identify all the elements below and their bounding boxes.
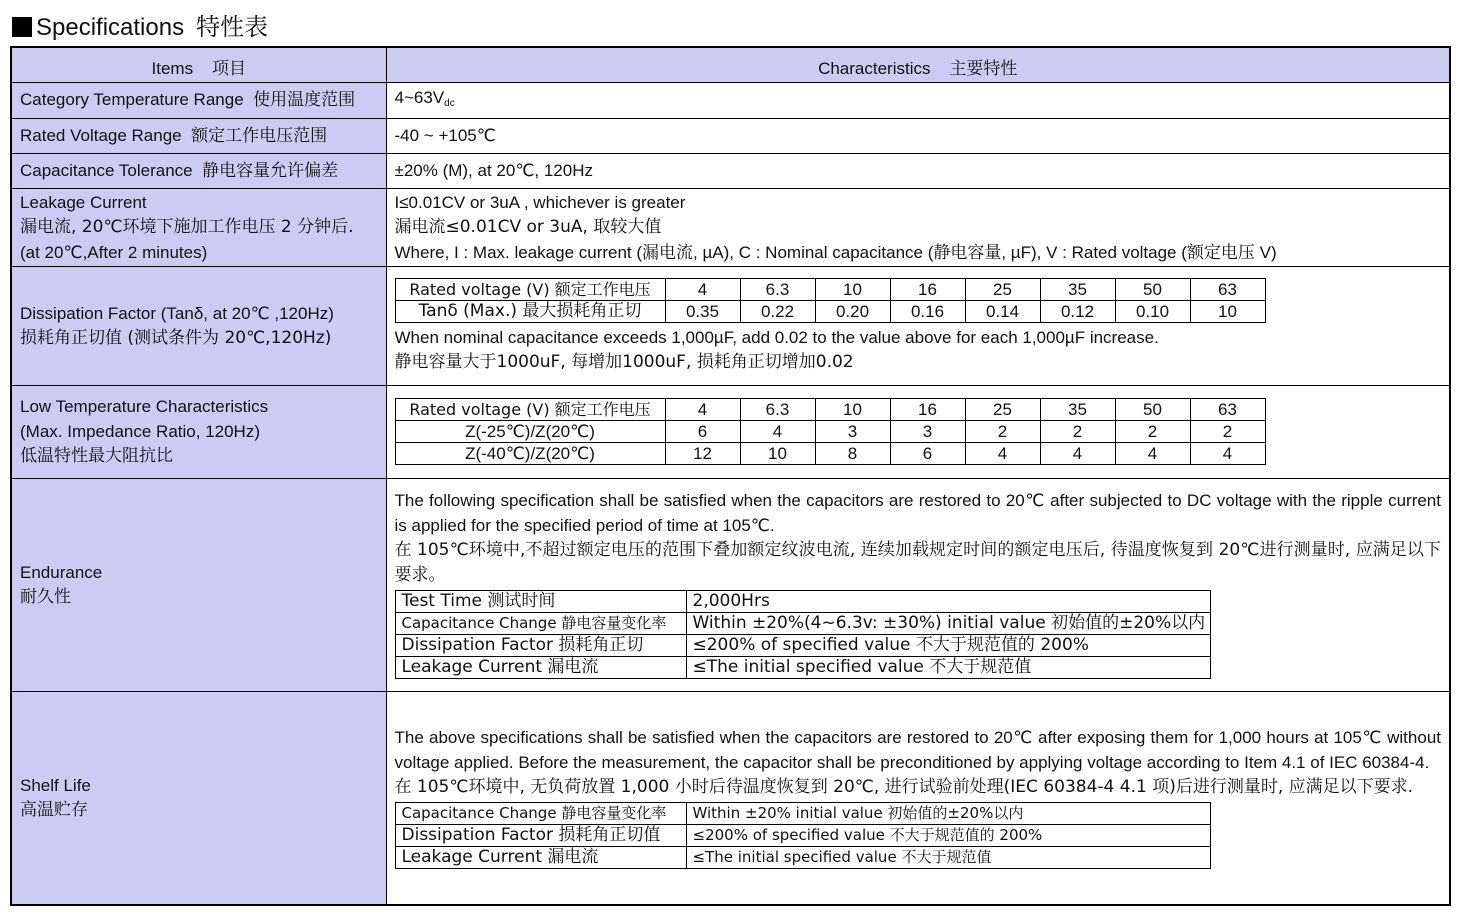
spec-row [395,802,1210,824]
spec-value [686,613,1210,635]
row-capacitance-tolerance [11,153,1450,188]
label-line-1: Dissipation Factor (Tanδ, at 20℃ ,120Hz) [20,303,334,323]
label-line-2: 漏电流, 20℃环境下施加工作电压 2 分钟后. [20,216,354,237]
row-rated-voltage [11,118,1450,153]
impedance-cell: 3 [815,421,890,443]
endurance-paragraph-zh: 在 105℃环境中,不超过额定电压的范围下叠加额定纹波电流, 连续加载规定时间的额定电压后, 待温度恢复到 20℃进行测量时, 应满足以下要求。 [394,540,1441,585]
label-endurance [11,478,386,691]
label-en: Endurance [20,562,103,582]
spec-value [686,802,1210,824]
row-endurance [11,478,1450,691]
impedance-row-minus40 [395,443,1265,465]
impedance-row-minus25 [395,421,1265,443]
spec-value-text: ≤200% of specified value 不大于规范值的 200% [692,825,1043,844]
spec-value-text: ≤The initial specified value 不大于规范值 [692,657,1032,677]
spec-key [395,824,686,846]
spec-key-text: Leakage Current 漏电流 [401,846,599,867]
voltage-cell: 35 [1040,279,1115,301]
shelf-paragraph-en: The above specifications shall be satisfied when the capacitors are restored to 20℃ after exposing them for 1,000 hours at 105℃ without voltage applied. Before the measurement, the capacitor shall be preconditioned by applying voltage according to Item 4.1 of IEC 60384-4. [394,727,1441,772]
impedance-cell: 3 [890,421,965,443]
label-shelf-life [11,691,386,905]
impedance-cell: 2 [1040,421,1115,443]
spec-row [395,846,1210,868]
spec-row [395,824,1210,846]
value-main: 4~63V [394,87,445,107]
value-dissipation-factor [386,266,1450,385]
spec-row [395,613,1210,635]
header-characteristics [386,47,1450,82]
tan-delta-cell: 0.10 [1115,301,1190,323]
spec-key-text: Test Time 测试时间 [401,591,556,611]
label-zh: 使用温度范围 [253,90,356,110]
z-minus40-label: Z(-40℃)/Z(20℃) [395,443,665,465]
voltage-cell: 50 [1115,279,1190,301]
spec-row [395,657,1210,679]
dissipation-note-zh: 静电容量大于1000uF, 每增加1000uF, 损耗角正切增加0.02 [394,352,854,372]
spec-key [395,635,686,657]
dissipation-note-en: When nominal capacitance exceeds 1,000µF, add 0.02 to the value above for each 1,000µF increase. [394,328,1159,347]
voltage-cell: 50 [1115,399,1190,421]
voltage-cell: 63 [1190,399,1265,421]
spec-value-text: Within ±20% initial value 初始值的±20%以内 [692,803,1024,822]
spec-row [395,635,1210,657]
impedance-cell: 10 [740,443,815,465]
impedance-cell: 4 [740,421,815,443]
label-rated-voltage [11,118,386,153]
value-low-temperature [386,385,1450,478]
value-category-temperature [386,82,1450,118]
title-en: Specifications [36,14,185,41]
spec-key [395,846,686,868]
leakage-formula-zh: 漏电流≤0.01CV or 3uA, 取较大值 [394,216,662,237]
endurance-paragraph-en: The following specification shall be satisfied when the capacitors are restored to 20℃ after subjected to DC voltage with the ripple current is applied for the specified period of time at 105℃. [394,491,1441,535]
header-items-zh: 项目 [211,59,246,79]
label-capacitance-tolerance [11,153,386,188]
label-line-2: 损耗角正切值 (测试条件为 20℃,120Hz) [20,327,332,348]
impedance-cell: 2 [965,421,1040,443]
voltage-cell: 16 [890,279,965,301]
value-subscript: dc [444,97,455,109]
tan-delta-cell: 0.14 [965,301,1040,323]
header-items-en: Items [151,59,194,78]
tan-delta-cell: 0.20 [815,301,890,323]
rated-voltage-header: Rated voltage (V) 额定工作电压 [395,279,665,301]
rated-voltage-header: Rated voltage (V) 额定工作电压 [395,399,665,421]
label-low-temperature [11,385,386,478]
value-rated-voltage: -40 ~ +105℃ [386,118,1450,153]
label-en: Rated Voltage Range [20,125,182,145]
label-zh: 耐久性 [20,586,71,607]
spec-key-text: Dissipation Factor 损耗角正切值 [401,824,661,845]
leakage-where: Where, I : Max. leakage current (漏电流, µA), C : Nominal capacitance (静电容量, µF), V : Rated voltage (额定电压 V) [394,242,1277,262]
row-shelf-life [11,691,1450,905]
label-line-2: (Max. Impedance Ratio, 120Hz) [20,422,260,441]
impedance-cell: 6 [665,421,740,443]
label-line-1: Low Temperature Characteristics [20,397,269,416]
row-category-temperature [11,82,1450,118]
spec-key [395,591,686,613]
header-char-en: Characteristics [818,59,931,79]
tan-delta-label: Tanδ (Max.) 最大损耗角正切 [395,301,665,323]
impedance-cell: 4 [1190,443,1265,465]
voltage-cell: 4 [665,399,740,421]
label-en: Capacitance Tolerance [20,160,193,180]
spec-value [686,635,1210,657]
tan-delta-cell: 0.16 [890,301,965,323]
impedance-cell: 4 [1040,443,1115,465]
spec-key [395,657,686,679]
label-line-3: 低温特性最大阻抗比 [20,446,173,466]
shelf-table [395,802,1211,869]
row-leakage-current [11,188,1450,266]
endurance-table [395,590,1211,679]
page-title [12,12,268,43]
label-zh: 高温贮存 [20,799,88,820]
z-minus25-label: Z(-25℃)/Z(20℃) [395,421,665,443]
label-line-3: (at 20℃,After 2 minutes) [20,242,208,262]
spec-key-text: Capacitance Change 静电容量变化率 [401,614,667,632]
voltage-cell: 10 [815,279,890,301]
tan-delta-cell: 10 [1190,301,1265,323]
label-zh: 静电容量允许偏差 [202,160,339,181]
label-line-1: Leakage Current [20,192,147,212]
voltage-cell: 63 [1190,279,1265,301]
voltage-cell: 16 [890,399,965,421]
impedance-cell: 4 [965,443,1040,465]
spec-key [395,802,686,824]
impedance-cell: 8 [815,443,890,465]
value-capacitance-tolerance: ±20% (M), at 20℃, 120Hz [386,153,1450,188]
tan-delta-cell: 0.35 [665,301,740,323]
spec-value [686,657,1210,679]
impedance-cell: 2 [1115,421,1190,443]
tan-delta-cell: 0.22 [740,301,815,323]
voltage-cell: 25 [965,399,1040,421]
value-shelf-life [386,691,1450,905]
dissipation-tan-row [395,301,1265,323]
voltage-cell: 4 [665,279,740,301]
voltage-cell: 6.3 [740,399,815,421]
impedance-cell: 2 [1190,421,1265,443]
label-en: Category Temperature Range [20,90,244,109]
spec-value-text: ≤The initial specified value 不大于规范值 [692,847,992,866]
spec-key-text: Capacitance Change 静电容量变化率 [401,803,667,822]
voltage-cell: 25 [965,279,1040,301]
spec-key-text: Leakage Current 漏电流 [401,657,599,677]
spec-value [686,824,1210,846]
spec-value-text: Within ±20%(4~6.3v: ±30%) initial value 初始值的±20%以内 [692,613,1206,633]
label-zh: 额定工作电压范围 [191,125,328,146]
spec-value-text: ≤200% of specified value 不大于规范值的 200% [692,635,1089,655]
voltage-cell: 35 [1040,399,1115,421]
dissipation-voltage-row [395,279,1265,301]
label-leakage-current [11,188,386,266]
header-char-zh: 主要特性 [949,59,1018,80]
specifications-table [10,46,1451,906]
label-en: Shelf Life [20,775,91,795]
dissipation-table [395,278,1266,323]
shelf-paragraph-zh: 在 105℃环境中, 无负荷放置 1,000 小时后待温度恢复到 20℃, 进行试验前处理(IEC 60384-4 4.1 项)后进行测量时, 应满足以下要求. [394,776,1414,797]
voltage-cell: 10 [815,399,890,421]
leakage-formula: I≤0.01CV or 3uA , whichever is greater [394,192,686,212]
spec-key-text: Dissipation Factor 损耗角正切 [401,635,644,655]
label-dissipation-factor [11,266,386,385]
value-leakage-current [386,188,1450,266]
value-endurance [386,478,1450,691]
tan-delta-cell: 0.12 [1040,301,1115,323]
impedance-ratio-table [395,398,1266,465]
label-category-temperature [11,82,386,118]
row-low-temperature [11,385,1450,478]
spec-row [395,591,1210,613]
impedance-cell: 12 [665,443,740,465]
header-items [11,47,386,82]
impedance-cell: 4 [1115,443,1190,465]
title-zh: 特性表 [196,13,269,41]
square-bullet-icon [12,17,32,37]
impedance-cell: 6 [890,443,965,465]
spec-value [686,846,1210,868]
header-row [11,47,1450,82]
row-dissipation-factor [11,266,1450,385]
impedance-voltage-row [395,399,1265,421]
spec-value-text: 2,000Hrs [692,591,770,611]
voltage-cell: 6.3 [740,279,815,301]
spec-value [686,591,1210,613]
spec-key [395,613,686,635]
